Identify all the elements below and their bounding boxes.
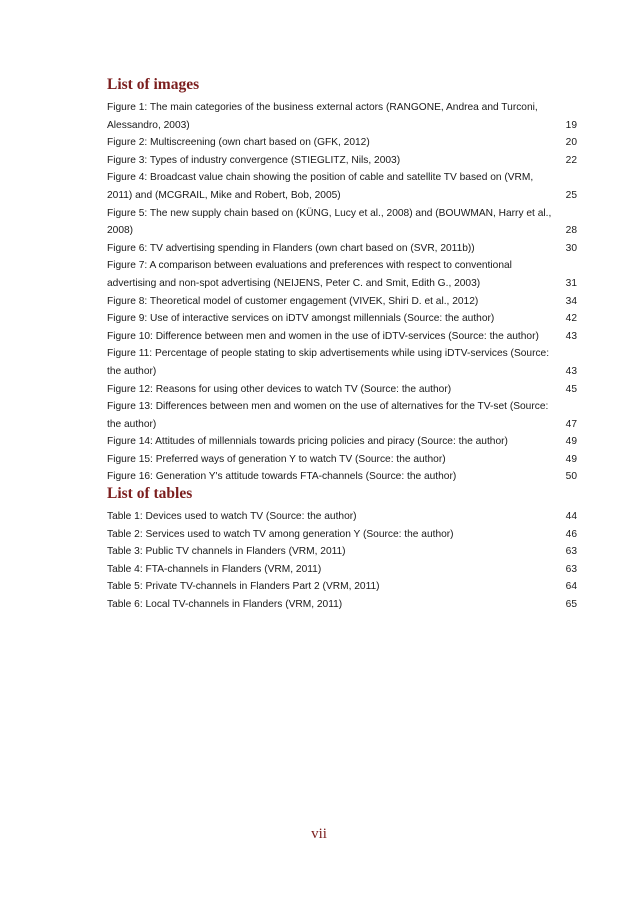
entry-text: Figure 6: TV advertising spending in Flanders (own chart based on (SVR, 2011b)): [107, 242, 475, 254]
entry-page-number: 49: [565, 453, 577, 465]
entry-page-number: 46: [565, 528, 577, 540]
entry-page-number: 45: [565, 383, 577, 395]
figure-entry: [107, 152, 577, 170]
page-number: vii: [311, 826, 327, 842]
figure-entry: [107, 328, 577, 346]
table-entry: [107, 596, 577, 614]
entry-text: Figure 14: Attitudes of millennials towards pricing policies and piracy (Source: the author): [107, 436, 508, 448]
entry-page-number: 43: [565, 330, 577, 342]
figure-entry: [107, 433, 577, 451]
figure-entry: [107, 134, 577, 152]
figure-entry: [107, 381, 577, 399]
entry-text: Figure 13: Differences between men and women on the use of alternatives for the TV-set (Source:: [107, 401, 549, 413]
list-of-tables: [107, 508, 577, 614]
entry-text: 2008): [107, 225, 134, 237]
entry-page-number: 31: [565, 277, 577, 289]
entry-text: Table 6: Local TV-channels in Flanders (VRM, 2011): [107, 598, 343, 610]
entry-text: Figure 16: Generation Y's attitude towards FTA-channels (Source: the author): [107, 471, 457, 483]
entry-page-number: 47: [565, 418, 577, 430]
figure-entry: [107, 257, 577, 292]
figure-entry: [107, 468, 577, 486]
figure-entry: [107, 398, 577, 433]
table-entry: [107, 508, 577, 526]
figure-entry: [107, 169, 577, 204]
entry-text: Table 4: FTA-channels in Flanders (VRM, 2011): [107, 563, 322, 575]
figure-entry: [107, 451, 577, 469]
entry-page-number: 19: [565, 119, 577, 131]
figure-entry: [107, 99, 577, 134]
table-entry: [107, 526, 577, 544]
entry-text: advertising and non-spot advertising (NEIJENS, Peter C. and Smit, Edith G., 2003): [107, 277, 481, 289]
entry-text: Figure 15: Preferred ways of generation Y to watch TV (Source: the author): [107, 453, 446, 465]
entry-text: Table 3: Public TV channels in Flanders (VRM, 2011): [107, 546, 346, 558]
entry-text: Figure 3: Types of industry convergence (STIEGLITZ, Nils, 2003): [107, 154, 401, 166]
figure-entry: [107, 240, 577, 258]
entry-text: Table 1: Devices used to watch TV (Source: the author): [107, 511, 357, 522]
entry-text: Figure 10: Difference between men and women in the use of iDTV-services (Source: the author): [107, 330, 539, 342]
entry-text: the author): [107, 365, 157, 377]
entry-page-number: 65: [565, 598, 577, 610]
list-of-images-heading: List of images: [107, 76, 200, 93]
entry-page-number: 42: [565, 313, 577, 325]
list-of-images: [107, 99, 577, 486]
table-entry: [107, 578, 577, 596]
entry-page-number: 50: [565, 471, 577, 483]
entry-page-number: 25: [565, 189, 577, 201]
entry-text: Figure 12: Reasons for using other devices to watch TV (Source: the author): [107, 383, 452, 395]
entry-text: Alessandro, 2003): [107, 119, 190, 131]
entry-page-number: 44: [565, 511, 577, 522]
figure-entry: [107, 345, 577, 380]
entry-text: Figure 8: Theoretical model of customer engagement (VIVEK, Shiri D. et al., 2012): [107, 295, 479, 307]
entry-page-number: 43: [565, 365, 577, 377]
entry-text: Figure 11: Percentage of people stating to skip advertisements while using iDTV-services (Source:: [107, 348, 550, 360]
entry-page-number: 63: [565, 546, 577, 558]
entry-text: Figure 2: Multiscreening (own chart based on (GFK, 2012): [107, 137, 370, 149]
figure-entry: [107, 205, 577, 240]
table-entry: [107, 543, 577, 561]
entry-text: Table 2: Services used to watch TV among generation Y (Source: the author): [107, 528, 454, 540]
figure-entry: [107, 310, 577, 328]
list-of-tables-heading: List of tables: [107, 485, 193, 502]
entry-page-number: 22: [565, 154, 577, 166]
entry-page-number: 20: [565, 137, 577, 149]
entry-page-number: 63: [565, 563, 577, 575]
entry-text: Figure 1: The main categories of the business external actors (RANGONE, Andrea and Turconi,: [107, 102, 538, 113]
entry-page-number: 30: [565, 242, 577, 254]
entry-text: Figure 9: Use of interactive services on iDTV amongst millennials (Source: the author): [107, 313, 495, 325]
entry-page-number: 49: [565, 436, 577, 448]
entry-page-number: 64: [565, 581, 577, 593]
entry-text: Table 5: Private TV-channels in Flanders Part 2 (VRM, 2011): [107, 581, 380, 593]
entry-text: the author): [107, 418, 157, 430]
entry-text: Figure 7: A comparison between evaluations and preferences with respect to conventional: [107, 260, 512, 272]
entry-text: Figure 5: The new supply chain based on (KÜNG, Lucy et al., 2008) and (BOUWMAN, Harry et al.,: [107, 207, 552, 219]
entry-text: Figure 4: Broadcast value chain showing the position of cable and satellite TV based on (VRM,: [107, 172, 534, 184]
entry-text: 2011) and (MCGRAIL, Mike and Robert, Bob, 2005): [107, 189, 341, 201]
figure-entry: [107, 293, 577, 311]
entry-page-number: 28: [565, 225, 577, 237]
table-entry: [107, 561, 577, 579]
entry-page-number: 34: [565, 295, 577, 307]
